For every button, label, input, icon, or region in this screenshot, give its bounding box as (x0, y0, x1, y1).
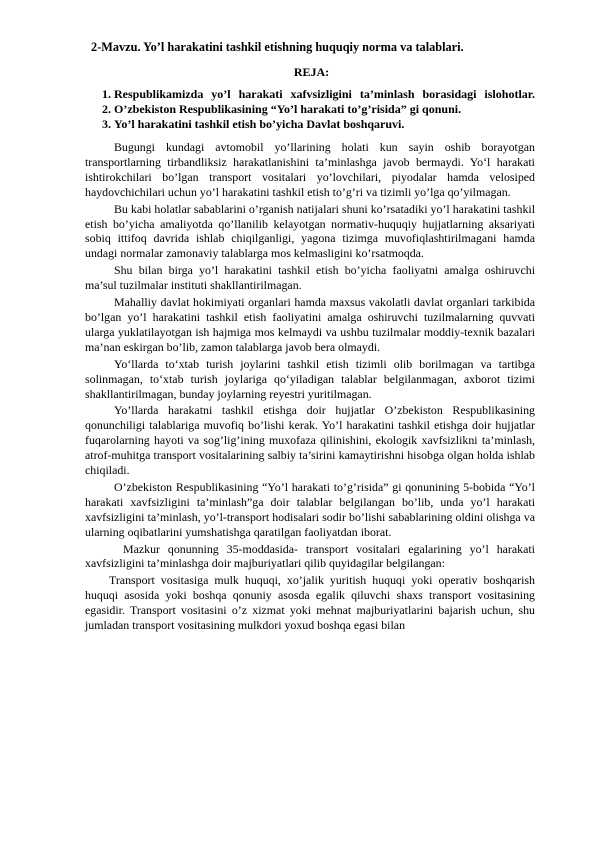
plan-heading: REJA: (293, 65, 330, 79)
paragraph-8: Mazkur qonunning 35-moddasida- transport vositalari egalarining yo’l harakati xavfsizligini ta’minlashga doir majburiyatlari qilib quyidagilar belgilangan: (85, 541, 535, 571)
document-body (85, 140, 535, 633)
plan-list (88, 87, 535, 132)
page-title: 2-Mavzu. Yo’l harakatini tashkil etishning huquqiy norma va talablari. (91, 40, 464, 54)
paragraph-7: O’zbekiston Respublikasining “Yo’l harakati to’g’risida” gi qonunining 5-bobida “Yo’l harakati xavfsizligini ta’minlash”ga doir talablar belgilangan bo’lib, unda yo’l harakati xavfsizligini ta’minlash, yo’l-transport hodisalari sodir bo’lishi sabablarining oldini olishga va ularning oqibatlarini yumshatishga qaratilgan faoliyatdan iborat. (85, 479, 535, 539)
paragraph-1: Bugungi kundagi avtomobil yo’llarining holati kun sayin oshib borayotgan transportlarning tirbandliksiz harakatlanishini ta’minlashga javob bermaydi. Yo‘l harakati ishtirokchilari bo’lgan transport vositalari yo’lovchilari, piyodalar hamda velosiped haydovchichilari uchun yo’l harakatini tashkil etish to’g’ri va tizimli yo’lga qo’yilmagan. (85, 140, 535, 199)
paragraph-9: Transport vositasiga mulk huquqi, xo’jalik yuritish huquqi yoki operativ boshqarish huquqi asosida yoki boshqa qonuniy asosda egalik qiluvchi shaxs transport vositasining egasidir. Transport vositasini o’z xizmat yoki mehnat majburiyatlarini bajarish uchun, shu jumladan transport vositasining mulkdori yoxud boshqa egasi bilan (85, 573, 535, 633)
paragraph-4: Mahalliy davlat hokimiyati organlari hamda maxsus vakolatli davlat organlari tarkibida bo’lgan yo’l harakatini tashkil etish faoliyatini amalga oshiruvchi tuzilmalarning quvvati ularga yuklatilayotgan ish hajmiga mos kelmaydi va ushbu tuzilmalar moddiy-texnik bazalari ma’nan eskirgan bo’lib, zamon talablarga javob bera olmaydi. (85, 295, 535, 354)
plan-item-3: 3. Yo’l harakatini tashkil etish bo’yicha Davlat boshqaruvi. (114, 117, 535, 132)
paragraph-2: Bu kabi holatlar sabablarini o’rganish natijalari shuni ko’rsatadiki yo’l harakatini tashkil etish bo’yicha amaliyotda qo’llanilib kelayotgan normativ-huquqiy hujjatlarning aksariyati sobiq ittifoq davrida ishlab chiqilganligi, yagona tizimga muvofiqlashtirilmagani hamda undagi normalar zamonaviy talablarga mos kelmasligini ko’rsatmoqda. (85, 201, 535, 261)
paragraph-6: Yo’llarda harakatni tashkil etishga doir hujjatlar O’zbekiston Respublikasining qonunchiligi talablariga muvofiq bo’lishi kerak. Yo’l harakatini tashkil etishga doir hujjatlar fuqarolarning hayoti va sog’lig’ining muxofaza qilinishini, ekologik xavfsizlikni ta’minlash, atrof-muhitga transport vositalarining salbiy ta’sirini kamaytirishni hisobga olgan holda ishlab chiqiladi. (85, 403, 535, 478)
plan-item-2: 2. O’zbekiston Respublikasining “Yo’l harakati to’g’risida” gi qonuni. (114, 102, 535, 117)
plan-item-1: 1. Respublikamizda yo’l harakati xafvsizligini ta’minlash borasidagi islohotlar. (114, 87, 535, 102)
paragraph-3: Shu bilan birga yo’l harakatini tashkil etish bo’yicha faoliyatni amalga oshiruvchi ma’sul tuzilmalar instituti shakllantirilmagan. (85, 263, 535, 293)
paragraph-5: Yo‘llarda to‘xtab turish joylarini tashkil etish tizimli olib borilmagan va tartibga solinmagan, to‘xtab turish joylariga qo‘yiladigan talablar belgilanmagan, axborot tizimi shakllantirilmagan, bunday joylarning reyestri yuritilmagan. (85, 356, 535, 401)
